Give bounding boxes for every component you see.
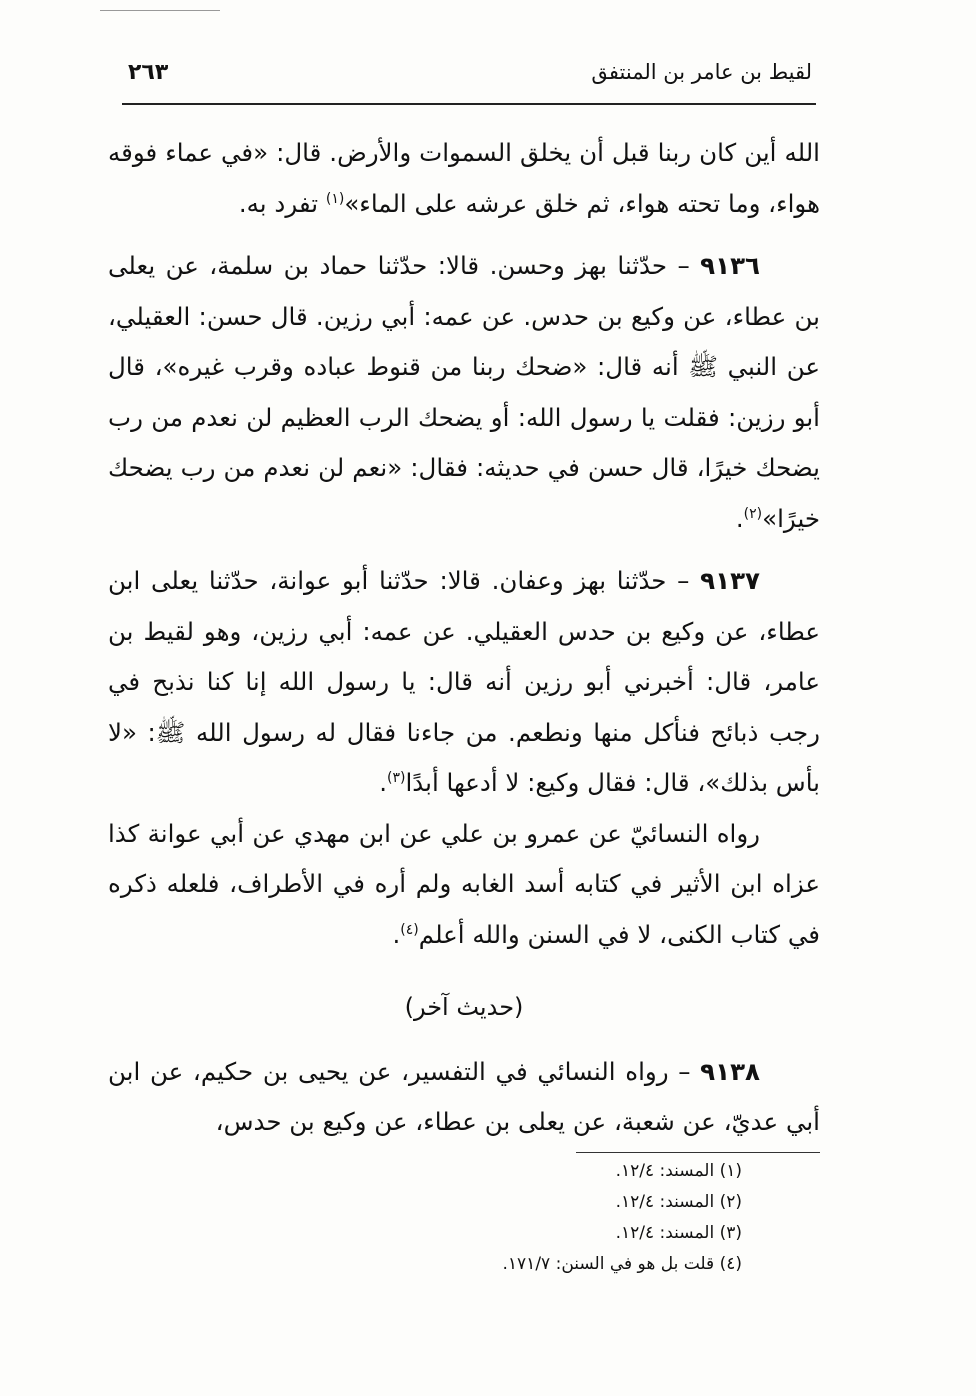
hadith-9137 [108, 556, 820, 809]
section-heading: (حديث آخر) [404, 993, 524, 1021]
paragraph-continuation [108, 128, 820, 229]
footnote-1: (١) المسند: ١٢/٤. [615, 1161, 742, 1181]
footnote-marker: (٢) [743, 505, 763, 522]
commentary-paragraph [108, 809, 820, 961]
hadith-number: ٩١٣٧ [700, 566, 760, 595]
footnote-4: (٤) قلت بل هو في السنن: ١٧١/٧. [502, 1254, 742, 1274]
hadith-number: ٩١٣٨ [700, 1056, 760, 1086]
footnote-marker: (٣) [386, 769, 406, 786]
paragraph-tail: تفرد به. [238, 188, 326, 218]
paragraph-tail: . [735, 503, 744, 533]
hadith-9136 [108, 241, 820, 544]
running-title: لقيط بن عامر بن المنتفق [591, 60, 812, 84]
paragraph-text: – حدّثنا بهز وحسن. قالا: حدّثنا حماد بن سلمة، عن يعلى بن عطاء، عن وكيع بن حدس. عن عمه: أبي رزين. قال حسن: العقيلي، عن النبي ﷺ أنه قال: «ضحك ربنا من قنوط عباده وقرب غيره»، قال أبو رزين: فقلت يا رسول الله: أو يضحك الرب العظيم لن نعدم من رب يضحك خيرًا، قال حسن في حديثه: فقال: «نعم لن نعدم من رب يضحك خيرًا» [108, 251, 820, 533]
paragraph-text: – حدّثنا بهز وعفان. قالا: حدّثنا أبو عوانة، حدّثنا يعلى ابن عطاء، عن وكيع بن حدس العقيلي. عن عمه: أبي رزين، وهو لقيط بن عامر، قال: أخبرني أبو رزين أنه قال: يا رسول الله إنا كنا نذبح في رجب ذبائح فنأكل منها ونطعم. من جاءنا فقال له رسول الله ﷺ: «لا بأس بذلك»، قال: فقال وكيع: لا أدعها أبدًا [108, 566, 820, 797]
page-number: ٢٦٣ [128, 60, 169, 85]
footnotes [400, 1156, 742, 1280]
header-rule [122, 103, 816, 105]
body-text [108, 128, 820, 1148]
footnote-rule [576, 1152, 820, 1153]
running-head [128, 58, 812, 98]
hadith-9138 [108, 1047, 820, 1148]
footnote-3: (٣) المسند: ١٢/٤. [615, 1223, 742, 1243]
paragraph-text: رواه النسائيّ عن عمرو بن علي عن ابن مهدي عن أبي عوانة كذا عزاه ابن الأثير في كتابه أسد الغابه ولم أره في الأطراف، فلعله ذكره في كتاب الكنى، لا في السنن والله أعلم [108, 818, 820, 949]
footnote-2: (٢) المسند: ١٢/٤. [615, 1192, 742, 1212]
paragraph-text: – رواه النسائي في التفسير، عن يحيى بن حكيم، عن ابن أبي عديّ، عن شعبة، عن يعلى بن عطاء، عن وكيع بن حدس، [108, 1056, 820, 1136]
hadith-number: ٩١٣٦ [700, 251, 760, 280]
footnote-marker: (٤) [400, 921, 419, 938]
paragraph-tail: . [392, 919, 401, 949]
scan-mark [100, 10, 220, 11]
footnote-marker: (١) [325, 190, 345, 207]
paragraph-text: الله أين كان ربنا قبل أن يخلق السموات والأرض. قال: «في عماء فوقه هواء، وما تحته هواء، ثم خلق عرشه على الماء» [108, 138, 820, 218]
paragraph-tail: . [379, 768, 387, 797]
